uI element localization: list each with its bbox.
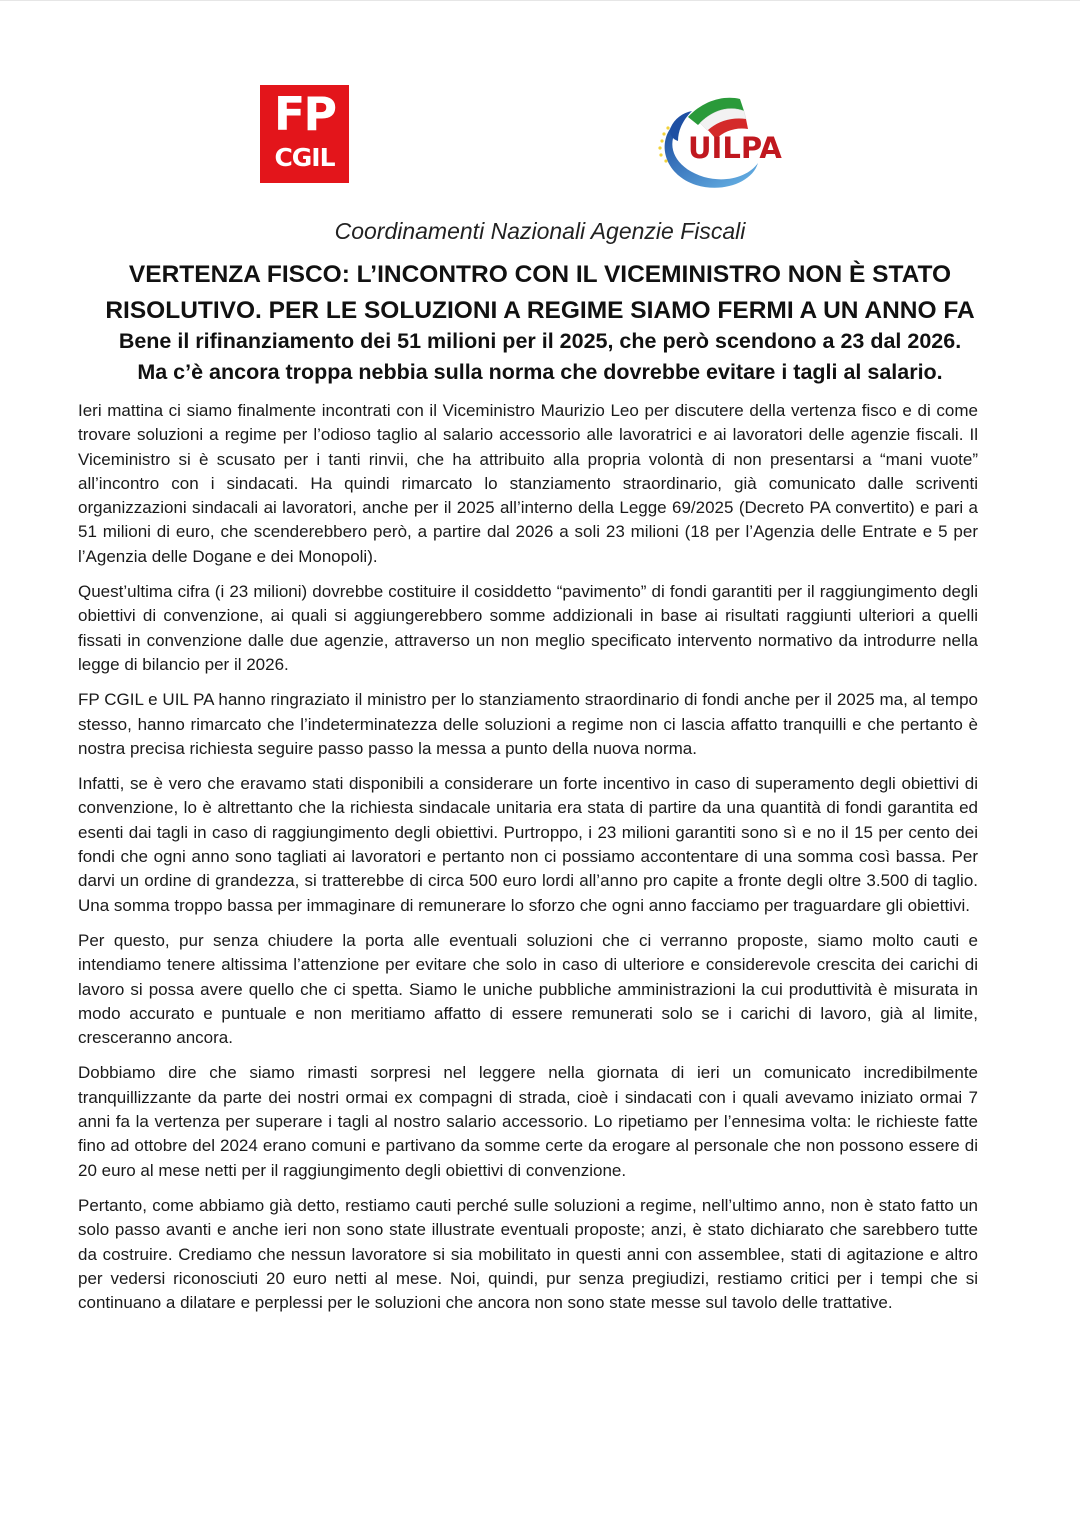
paragraph: Pertanto, come abbiamo già detto, restiamo cauti perché sulle soluzioni a regime, nell’ultimo anno, non è stato fatto un solo passo avanti e anche ieri non sono state illustrate eventuali proposte; anzi, è stato dichiarato che sarebbero tutte da costruire. Crediamo che nessun lavoratore si sia mobilitato in questi anni con assemblee, stati di agitazione e altro per vedersi riconosciuti 20 euro netti al mese. Noi, quindi, pur senza pregiudizi, restiamo critici per i tempi che si continuano a dilatare e perplessi per le soluzioni che ancora non sono state messe sul tavolo delle trattative. xyxy=(78,1195,978,1313)
paragraph: Quest’ultima cifra (i 23 milioni) dovrebbe costituire il cosiddetto “pavimento” di fondi garantiti per il raggiungimento degli obiettivi di convenzione, ai quali si aggiungerebbero somme addizionali in base ai risultati raggiunti ulteriori a quelli fissati in convenzione dalle due agenzie, attraverso un non meglio specificato intervento normativo da introdurre nella legge di bilancio per il 2026. xyxy=(78,582,978,674)
document-subheadline-line1: Bene il rifinanziamento dei 51 milioni per il 2025, che però scendono a 23 dal 2026. xyxy=(118,329,962,353)
document-subheadline-line2: Ma c’è ancora troppa nebbia sulla norma che dovrebbe evitare i tagli al salario. xyxy=(137,360,943,384)
document-subtitle: Coordinamenti Nazionali Agenzie Fiscali xyxy=(334,218,746,244)
fp-cgil-logo xyxy=(260,85,349,183)
fp-cgil-logo-line2: CGIL xyxy=(274,143,335,172)
uilpa-logo xyxy=(648,89,783,193)
document-title-line1: VERTENZA FISCO: L’INCONTRO CON IL VICEMINISTRO NON È STATO xyxy=(128,261,952,288)
uilpa-logo-text: UILPA xyxy=(688,131,782,165)
paragraph: Ieri mattina ci siamo finalmente incontrati con il Viceministro Maurizio Leo per discutere della vertenza fisco e di come trovare soluzioni a regime per l’odioso taglio al salario accessorio alle lavoratrici e ai lavoratori delle agenzie fiscali. Il Viceministro si è scusato per i tanti rinvii, che ha attribuito alla propria volontà di non presentarsi a “mani vuote” all’incontro con i sindacati. Ha quindi rimarcato lo stanziamento straordinario, già comunicato dalle scriventi organizzazioni sindacali ai lavoratori, anche per il 2025 all’interno della Legge 69/2025 (Decreto PA convertito) e pari a 51 milioni di euro, che scenderebbero però, a partire dal 2026 a soli 23 milioni (18 per l’Agenzia delle Entrate e 5 per l’Agenzia delle Dogane e dei Monopoli). xyxy=(78,401,978,566)
document-body xyxy=(78,399,978,1326)
paragraph: Per questo, pur senza chiudere la porta alle eventuali soluzioni che ci verranno proposte, siamo molto cauti e intendiamo tenere altissima l’attenzione per evitare che solo in caso di ulteriore e considerevole crescita dei carichi di lavoro si possa avere quello che ci spetta. Siamo le uniche pubbliche amministrazioni la cui produttività è misurata in modo accurato e puntuale e non meritiamo affatto di essere remunerati solo se i carichi di lavoro, già al limite, cresceranno ancora. xyxy=(78,930,978,1048)
document-title-line2: RISOLUTIVO. PER LE SOLUZIONI A REGIME SIAMO FERMI A UN ANNO FA xyxy=(105,297,975,324)
document-subheadline xyxy=(60,326,1020,388)
document-title xyxy=(60,257,1020,329)
fp-cgil-logo-line1: FP xyxy=(273,87,336,141)
paragraph: Infatti, se è vero che eravamo stati disponibili a considerare un forte incentivo in caso di superamento degli obiettivi di convenzione, lo è altrettanto che la richiesta sindacale unitaria era stata di partire da una quantità di fondi garantita ed esenti dai tagli in caso di raggiungimento degli obiettivi. Purtroppo, i 23 milioni garantiti sono sì e no il 15 per cento dei fondi che ogni anno sono tagliati ai lavoratori e pertanto non ci possiamo accontentare di una somma così bassa. Per darvi un ordine di grandezza, si tratterebbe di circa 500 euro lordi all’anno pro capite a fronte degli oltre 3.500 di taglio. Una somma troppo bassa per immaginare di remunerare lo sforzo che ogni anno facciamo per traguardare gli obiettivi. xyxy=(78,774,978,915)
paragraph: FP CGIL e UIL PA hanno ringraziato il ministro per lo stanziamento straordinario di fondi anche per il 2025 ma, al tempo stesso, hanno rimarcato che l’indeterminatezza delle soluzioni a regime non ci lascia affatto tranquilli e che pertanto è nostra precisa richiesta seguire passo passo la messa a punto della nuova norma. xyxy=(78,690,978,758)
paragraph: Dobbiamo dire che siamo rimasti sorpresi nel leggere nella giornata di ieri un comunicato incredibilmente tranquillizzante da parte dei nostri ormai ex compagni di strada, cioè i sindacati con i quali avevamo iniziato ormai 7 anni fa la vertenza per superare i tagli al nostro salario accessorio. Lo ripetiamo per l’ennesima volta: le richieste fatte fino ad ottobre del 2024 erano comuni e partivano da somme certe da erogare al personale che non possono essere di 20 euro al mese netti per il raggiungimento degli obiettivi di convenzione. xyxy=(78,1063,978,1180)
